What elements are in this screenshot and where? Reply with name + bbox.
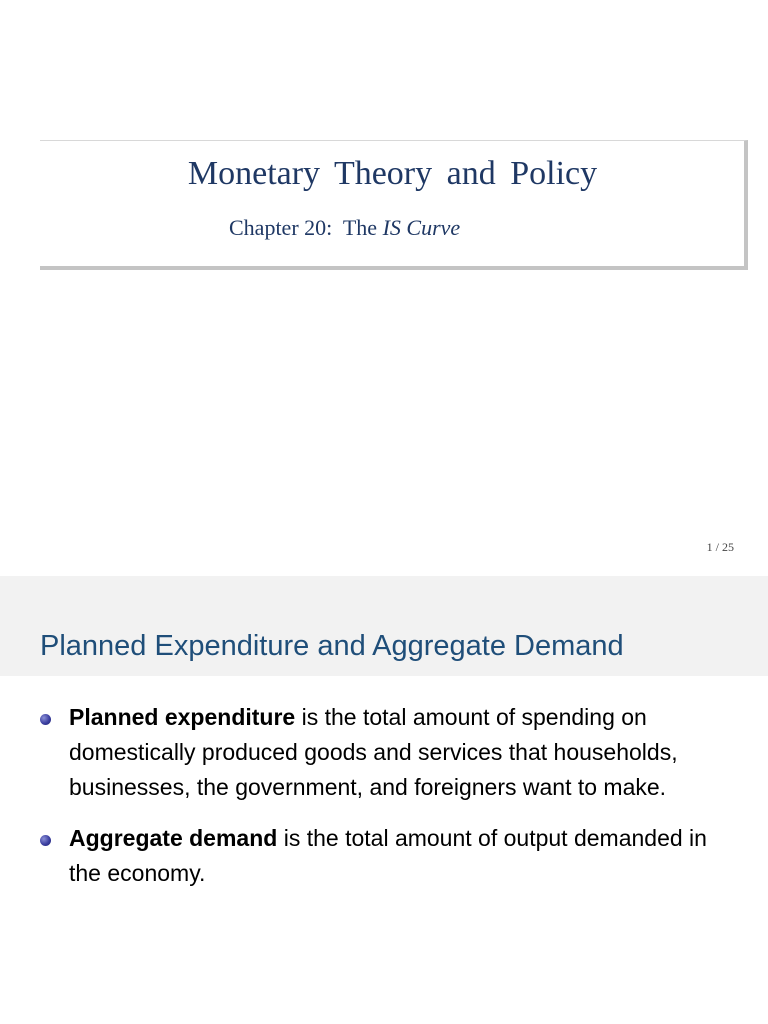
page-number: 1 / 25 (706, 540, 734, 554)
bullet-dot-icon (40, 714, 51, 725)
chapter-subtitle (229, 215, 460, 241)
slide-title: Planned Expenditure and Aggregate Demand (40, 630, 624, 662)
slide-2 (0, 576, 768, 1024)
bullet-text: is the total amount of output demanded in the economy. (69, 825, 707, 886)
bullet-item (40, 700, 740, 805)
subtitle-italic: IS Curve (382, 215, 461, 240)
bullet-dot-icon (40, 835, 51, 846)
bullet-list (40, 700, 740, 907)
bullet-term: Aggregate demand (69, 825, 278, 851)
presentation-title: Monetary Theory and Policy (187, 155, 598, 192)
bullet-text: is the total amount of spending on domestically produced goods and services that households, businesses, the government, and foreigners want to make. (69, 704, 678, 800)
title-box (40, 140, 748, 270)
bullet-item (40, 821, 740, 891)
bullet-term: Planned expenditure (69, 704, 296, 730)
subtitle-prefix: Chapter 20: The (229, 215, 383, 240)
header-band (0, 576, 768, 676)
